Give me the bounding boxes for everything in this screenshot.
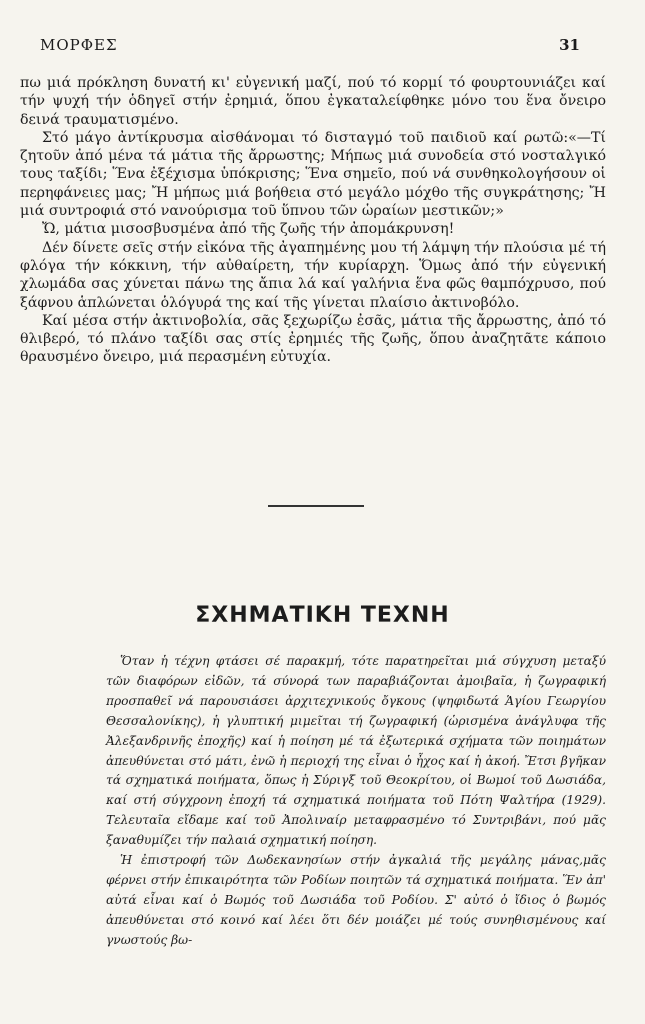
section-divider bbox=[268, 505, 364, 507]
paragraph: πω μιά πρόκληση δυνατή κι' εὐγενική μαζί, πού τό κορμί τό φουρτουνιάζει καί τήν ψυχή τήν ὁδηγεῖ στήν ἐρημιά, ὅπου ἐγκαταλείφθηκε μόνο του ἕνα ὄνειρο δεινά τραυματισμένο. bbox=[20, 75, 606, 128]
article-two-text bbox=[106, 652, 606, 951]
paragraph: Ἡ ἐπιστροφή τῶν Δωδεκανησίων στήν ἀγκαλιά τῆς μεγάλης μάνας,μᾶς φέρνει στήν ἐπικαιρότητα τῶν Ροδίων ποιητῶν τά σχηματικά ποιήματα. Ἕν ἀπ' αὐτά εἶναι καί ὁ Βωμός τοῦ Δωσιάδα τοῦ Ροδίου. Σ' αὐτό ὁ ἴδιος ὁ βωμός ἀπευθύνεται στό κοινό καί λέει ὅτι δέν μοιάζει μέ τούς συνηθισμένους καί γνωστούς βω- bbox=[106, 853, 606, 947]
paragraph: Δέν δίνετε σεῖς στήν εἰκόνα τῆς ἀγαπημένης μου τή λάμψη τήν πλούσια μέ τή φλόγα τήν κόκκινη, τήν αὐθαίρετη, τήν κυρίαρχη. Ὅμως ἀπό τήν εὐγενική χλωμάδα σας χύνεται πάνω της ἄπια λά καί γαλήνια ἕνα φῶς θαμπόχρυσο, πού ξάφνου ἁπλώνεται ὁλόγυρά της καί τῆς γίνεται πλαίσιο ἀκτινοβόλο. bbox=[20, 239, 606, 311]
paragraph: Στό μάγο ἀντίκρυσμα αἰσθάνομαι τό δισταγμό τοῦ παιδιοῦ καί ρωτῶ:«—Τί ζητοῦν ἀπό μένα τά μάτια τῆς ἄρρωστης; Μήπως μιά συνοδεία στό νοσταλγικό τους ταξίδι; Ἕνα ἐξέχισμα ὑπόκρισης; Ἕνα σημεῖο, πού νά συνθηκολογήσουν οἱ περηφάνειες μας; Ἤ μήπως μιά βοήθεια στό μεγάλο μόχθο τῆς συγκράτησης; Ἤ μιά συντροφιά στό νανούρισμα τοῦ ὕπνου τῶν ὡραίων μεστικῶν;» bbox=[20, 129, 606, 220]
article-title: ΣΧΗΜΑΤΙΚΗ ΤΕΧΝΗ bbox=[195, 603, 450, 628]
page-number: 31 bbox=[559, 36, 580, 54]
paragraph: Καί μέσα στήν ἀκτινοβολία, σᾶς ξεχωρίζω ἐσᾶς, μάτια τῆς ἄρρωστης, ἀπό τό θλιβερό, τό πλάνο ταξίδι σας στίς ἐρημιές τῆς ζωῆς, ὅπου ἀναζητᾶτε κάποιο θραυσμένο ὄνειρο, μιά περασμένη εὐτυχία. bbox=[20, 312, 606, 366]
running-head bbox=[40, 36, 580, 56]
journal-title: ΜΟΡΦΕΣ bbox=[40, 36, 118, 54]
paragraph: Ὤ, μάτια μισοσβυσμένα ἀπό τῆς ζωῆς τήν ἀπομάκρυνση! bbox=[42, 221, 455, 238]
paragraph: Ὅταν ἡ τέχνη φτάσει σέ παρακμή, τότε παρατηρεῖται μιά σύγχυση μεταξύ τῶν διαφόρων εἰδῶν, τά σύνορά των παραβιάζονται ἀμοιβαῖα, ἡ ζωγραφική προσπαθεῖ νά παρουσιάσει ἀρχιτεχνικούς ὄγκους (ψηφιδωτά Ἁγίου Γεωργίου Θεσσαλονίκης), ἡ γλυπτική μιμεῖται τή ζωγραφική (ὡρισμένα ἀνάγλυφα τῆς Ἀλεξανδρινῆς ἐποχῆς) καί ἡ ποίηση μέ τά ἐξωτερικά σχήματα τῶν ποιημάτων ἀπευθύνεται στό μάτι, ἐνῶ ἡ περιοχή της εἶναι ὁ ἦχος καί ἡ ἀκοή. Ἔτσι βγῆκαν τά σχηματικά ποιήματα, ὅπως ἡ Σύριγξ τοῦ Θεοκρίτου, οἱ Βωμοί τοῦ Δωσιάδα, καί στή σύγχρονη ἐποχή τά σχηματικά ποιήματα τοῦ Πότη Ψαλτήρα (1929). Τελευταῖα εἴδαμε καί τοῦ Ἀπολιναίρ μεταφρασμένο τό Συντριβάνι, πού μᾶς ξαναθυμίζει τήν παλαιά σχηματική ποίηση. bbox=[106, 654, 606, 848]
article-one-text bbox=[20, 74, 606, 367]
